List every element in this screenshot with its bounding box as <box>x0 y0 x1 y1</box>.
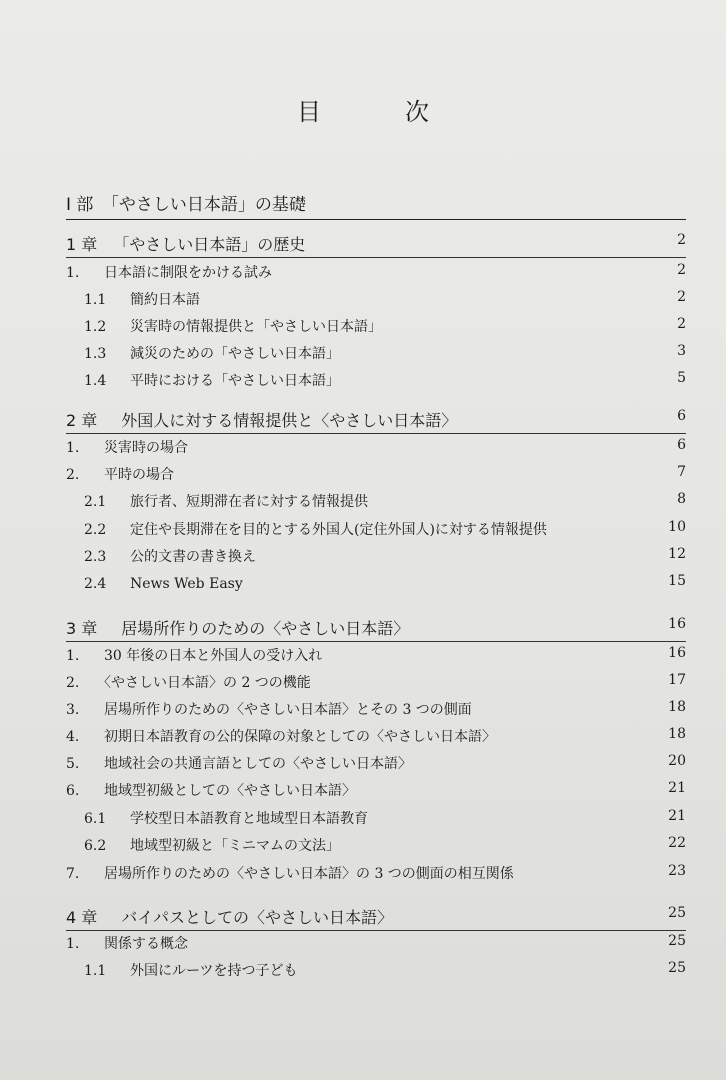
toc-entry-label <box>84 289 200 309</box>
toc-page-number: 22 <box>668 835 686 851</box>
toc-entry-number: 6.2 <box>84 838 107 854</box>
toc-entry-number: 1.1 <box>84 963 107 979</box>
toc-entry-label <box>66 232 305 255</box>
toc-page-number: 17 <box>668 672 686 688</box>
toc-page-number: 21 <box>668 808 686 824</box>
toc-entry-number: 2.2 <box>84 522 107 538</box>
toc-section-row <box>0 933 726 957</box>
toc-entry-text: 30 年後の日本と外国人の受け入れ <box>90 648 323 664</box>
toc-page-number: 16 <box>668 616 686 632</box>
toc-page-number: 25 <box>668 905 686 921</box>
toc-entry-label <box>66 408 457 431</box>
toc-entry-number: 4. <box>66 729 80 745</box>
toc-entry-text: 地域型初級としての〈やさしい日本語〉 <box>90 783 356 799</box>
toc-entry-text: 地域型初級と「ミニマムの文法」 <box>116 838 340 854</box>
toc-entry-number: 2.3 <box>84 549 107 565</box>
toc-page-number: 16 <box>668 645 686 661</box>
toc-entry-text: 平時における「やさしい日本語」 <box>116 373 340 389</box>
toc-entry-number: 6.1 <box>84 811 107 827</box>
toc-page-number: 10 <box>668 519 686 535</box>
toc-subsection-row <box>0 546 726 570</box>
toc-entry-label <box>66 645 322 665</box>
chapter-underline <box>66 433 686 434</box>
toc-entry-label <box>84 316 382 336</box>
toc-entry-number: 7. <box>66 866 80 882</box>
toc-entry-number: 1. <box>66 648 80 664</box>
toc-entry-label <box>66 753 412 773</box>
toc-entry-text: 災害時の情報提供と「やさしい日本語」 <box>116 319 382 335</box>
toc-entry-text: 減災のための「やさしい日本語」 <box>116 346 340 362</box>
toc-entry-label <box>84 519 547 539</box>
toc-entry-text: 居場所作りのための〈やさしい日本語〉とその 3 つの側面 <box>90 702 472 718</box>
toc-page-number: 15 <box>668 573 686 589</box>
toc-entry-label <box>84 808 368 828</box>
part-heading: I 部 「やさしい日本語」の基礎 <box>66 190 686 220</box>
toc-entry-label <box>66 905 393 928</box>
toc-entry-number: 3. <box>66 702 80 718</box>
toc-chapter-row <box>0 408 726 432</box>
page-title: 目 次 <box>297 98 459 126</box>
toc-page-number: 2 <box>677 316 686 332</box>
toc-subsection-row <box>0 343 726 367</box>
toc-entry-number: 1 章 <box>66 235 98 254</box>
toc-entry-label <box>66 699 472 719</box>
toc-entry-text: 日本語に制限をかける試み <box>90 265 272 281</box>
toc-entry-text: 「やさしい日本語」の歴史 <box>105 235 306 254</box>
toc-section-row <box>0 672 726 696</box>
toc-entry-text: News Web Easy <box>116 576 243 592</box>
toc-entry-label <box>66 464 174 484</box>
toc-section-row <box>0 262 726 286</box>
toc-entry-label <box>66 437 188 457</box>
toc-entry-text: 外国人に対する情報提供と〈やさしい日本語〉 <box>105 411 458 430</box>
toc-chapter-row <box>0 616 726 640</box>
toc-entry-number: 2. <box>66 467 80 483</box>
toc-entry-text: 居場所作りのための〈やさしい日本語〉の 3 つの側面の相互関係 <box>90 866 514 882</box>
toc-entry-text: 学校型日本語教育と地域型日本語教育 <box>116 811 368 827</box>
toc-entry-number: 4 章 <box>66 908 98 927</box>
toc-section-row <box>0 699 726 723</box>
chapter-underline <box>66 641 686 642</box>
toc-entry-label <box>84 343 340 363</box>
toc-entry-label <box>84 960 297 980</box>
toc-entry-label <box>66 262 272 282</box>
toc-entry-label <box>84 573 243 593</box>
toc-entry-label <box>66 726 496 746</box>
chapter-underline <box>66 257 686 258</box>
toc-section-row <box>0 437 726 461</box>
toc-section-row <box>0 753 726 777</box>
toc-section-row <box>0 464 726 488</box>
toc-page-number: 25 <box>668 933 686 949</box>
toc-entry-text: 関係する概念 <box>90 936 188 952</box>
toc-chapter-row <box>0 905 726 929</box>
toc-entry-label <box>84 370 340 390</box>
toc-entry-text: 簡約日本語 <box>116 292 200 308</box>
toc-entry-label <box>66 933 188 953</box>
toc-page-number: 2 <box>677 289 686 305</box>
toc-subsection-row <box>0 316 726 340</box>
toc-entry-number: 1. <box>66 440 80 456</box>
toc-page-number: 3 <box>677 343 686 359</box>
toc-page-number: 8 <box>677 491 686 507</box>
toc-page-number: 2 <box>677 262 686 278</box>
toc-entry-text: 災害時の場合 <box>90 440 188 456</box>
toc-page-number: 5 <box>677 370 686 386</box>
toc-entry-text: バイパスとしての〈やさしい日本語〉 <box>105 908 393 927</box>
toc-page-number: 2 <box>677 232 686 248</box>
toc-entry-label <box>66 780 356 800</box>
toc-entry-number: 1.4 <box>84 373 107 389</box>
toc-page-number: 25 <box>668 960 686 976</box>
toc-entry-number: 2.1 <box>84 494 107 510</box>
toc-chapter-row <box>0 232 726 256</box>
toc-page-number: 18 <box>668 699 686 715</box>
toc-entry-number: 2. <box>66 675 80 691</box>
toc-entry-label <box>66 863 514 883</box>
toc-entry-number: 1.3 <box>84 346 107 362</box>
toc-entry-text: 公的文書の書き換え <box>116 549 256 565</box>
toc-entry-label <box>66 616 409 639</box>
toc-entry-text: 外国にルーツを持つ子ども <box>116 963 298 979</box>
toc-entry-number: 1.2 <box>84 319 107 335</box>
chapter-underline <box>66 930 686 931</box>
toc-subsection-row <box>0 519 726 543</box>
toc-entry-number: 1.1 <box>84 292 107 308</box>
toc-entry-text: 旅行者、短期滞在者に対する情報提供 <box>116 494 368 510</box>
toc-entry-text: 初期日本語教育の公的保障の対象としての〈やさしい日本語〉 <box>90 729 496 745</box>
toc-page-number: 18 <box>668 726 686 742</box>
toc-section-row <box>0 863 726 887</box>
toc-page-number: 20 <box>668 753 686 769</box>
toc-page-number: 23 <box>668 863 686 879</box>
toc-subsection-row <box>0 573 726 597</box>
toc-entry-number: 1. <box>66 936 80 952</box>
toc-entry-text: 〈やさしい日本語〉の 2 つの機能 <box>90 675 311 691</box>
toc-section-row <box>0 645 726 669</box>
toc-entry-number: 2 章 <box>66 411 98 430</box>
toc-page-number: 6 <box>677 437 686 453</box>
toc-entry-number: 1. <box>66 265 80 281</box>
toc-entry-label <box>84 546 256 566</box>
toc-page-number: 6 <box>677 408 686 424</box>
toc-entry-text: 地域社会の共通言語としての〈やさしい日本語〉 <box>90 756 412 772</box>
toc-entry-number: 2.4 <box>84 576 107 592</box>
toc-page-number: 21 <box>668 780 686 796</box>
toc-page-number: 12 <box>668 546 686 562</box>
toc-entry-label <box>66 672 311 692</box>
toc-entry-label <box>84 835 340 855</box>
toc-subsection-row <box>0 960 726 984</box>
toc-entry-label <box>84 491 368 511</box>
toc-section-row <box>0 726 726 750</box>
toc-subsection-row <box>0 835 726 859</box>
toc-subsection-row <box>0 370 726 394</box>
toc-subsection-row <box>0 808 726 832</box>
toc-entry-text: 定住や長期滞在を目的とする外国人(定住外国人)に対する情報提供 <box>116 522 547 538</box>
toc-entry-number: 5. <box>66 756 80 772</box>
toc-page-number: 7 <box>677 464 686 480</box>
toc-entry-text: 平時の場合 <box>90 467 174 483</box>
toc-entry-text: 居場所作りのための〈やさしい日本語〉 <box>105 619 410 638</box>
toc-entry-number: 3 章 <box>66 619 98 638</box>
toc-subsection-row <box>0 289 726 313</box>
toc-entry-number: 6. <box>66 783 80 799</box>
toc-subsection-row <box>0 491 726 515</box>
toc-section-row <box>0 780 726 804</box>
